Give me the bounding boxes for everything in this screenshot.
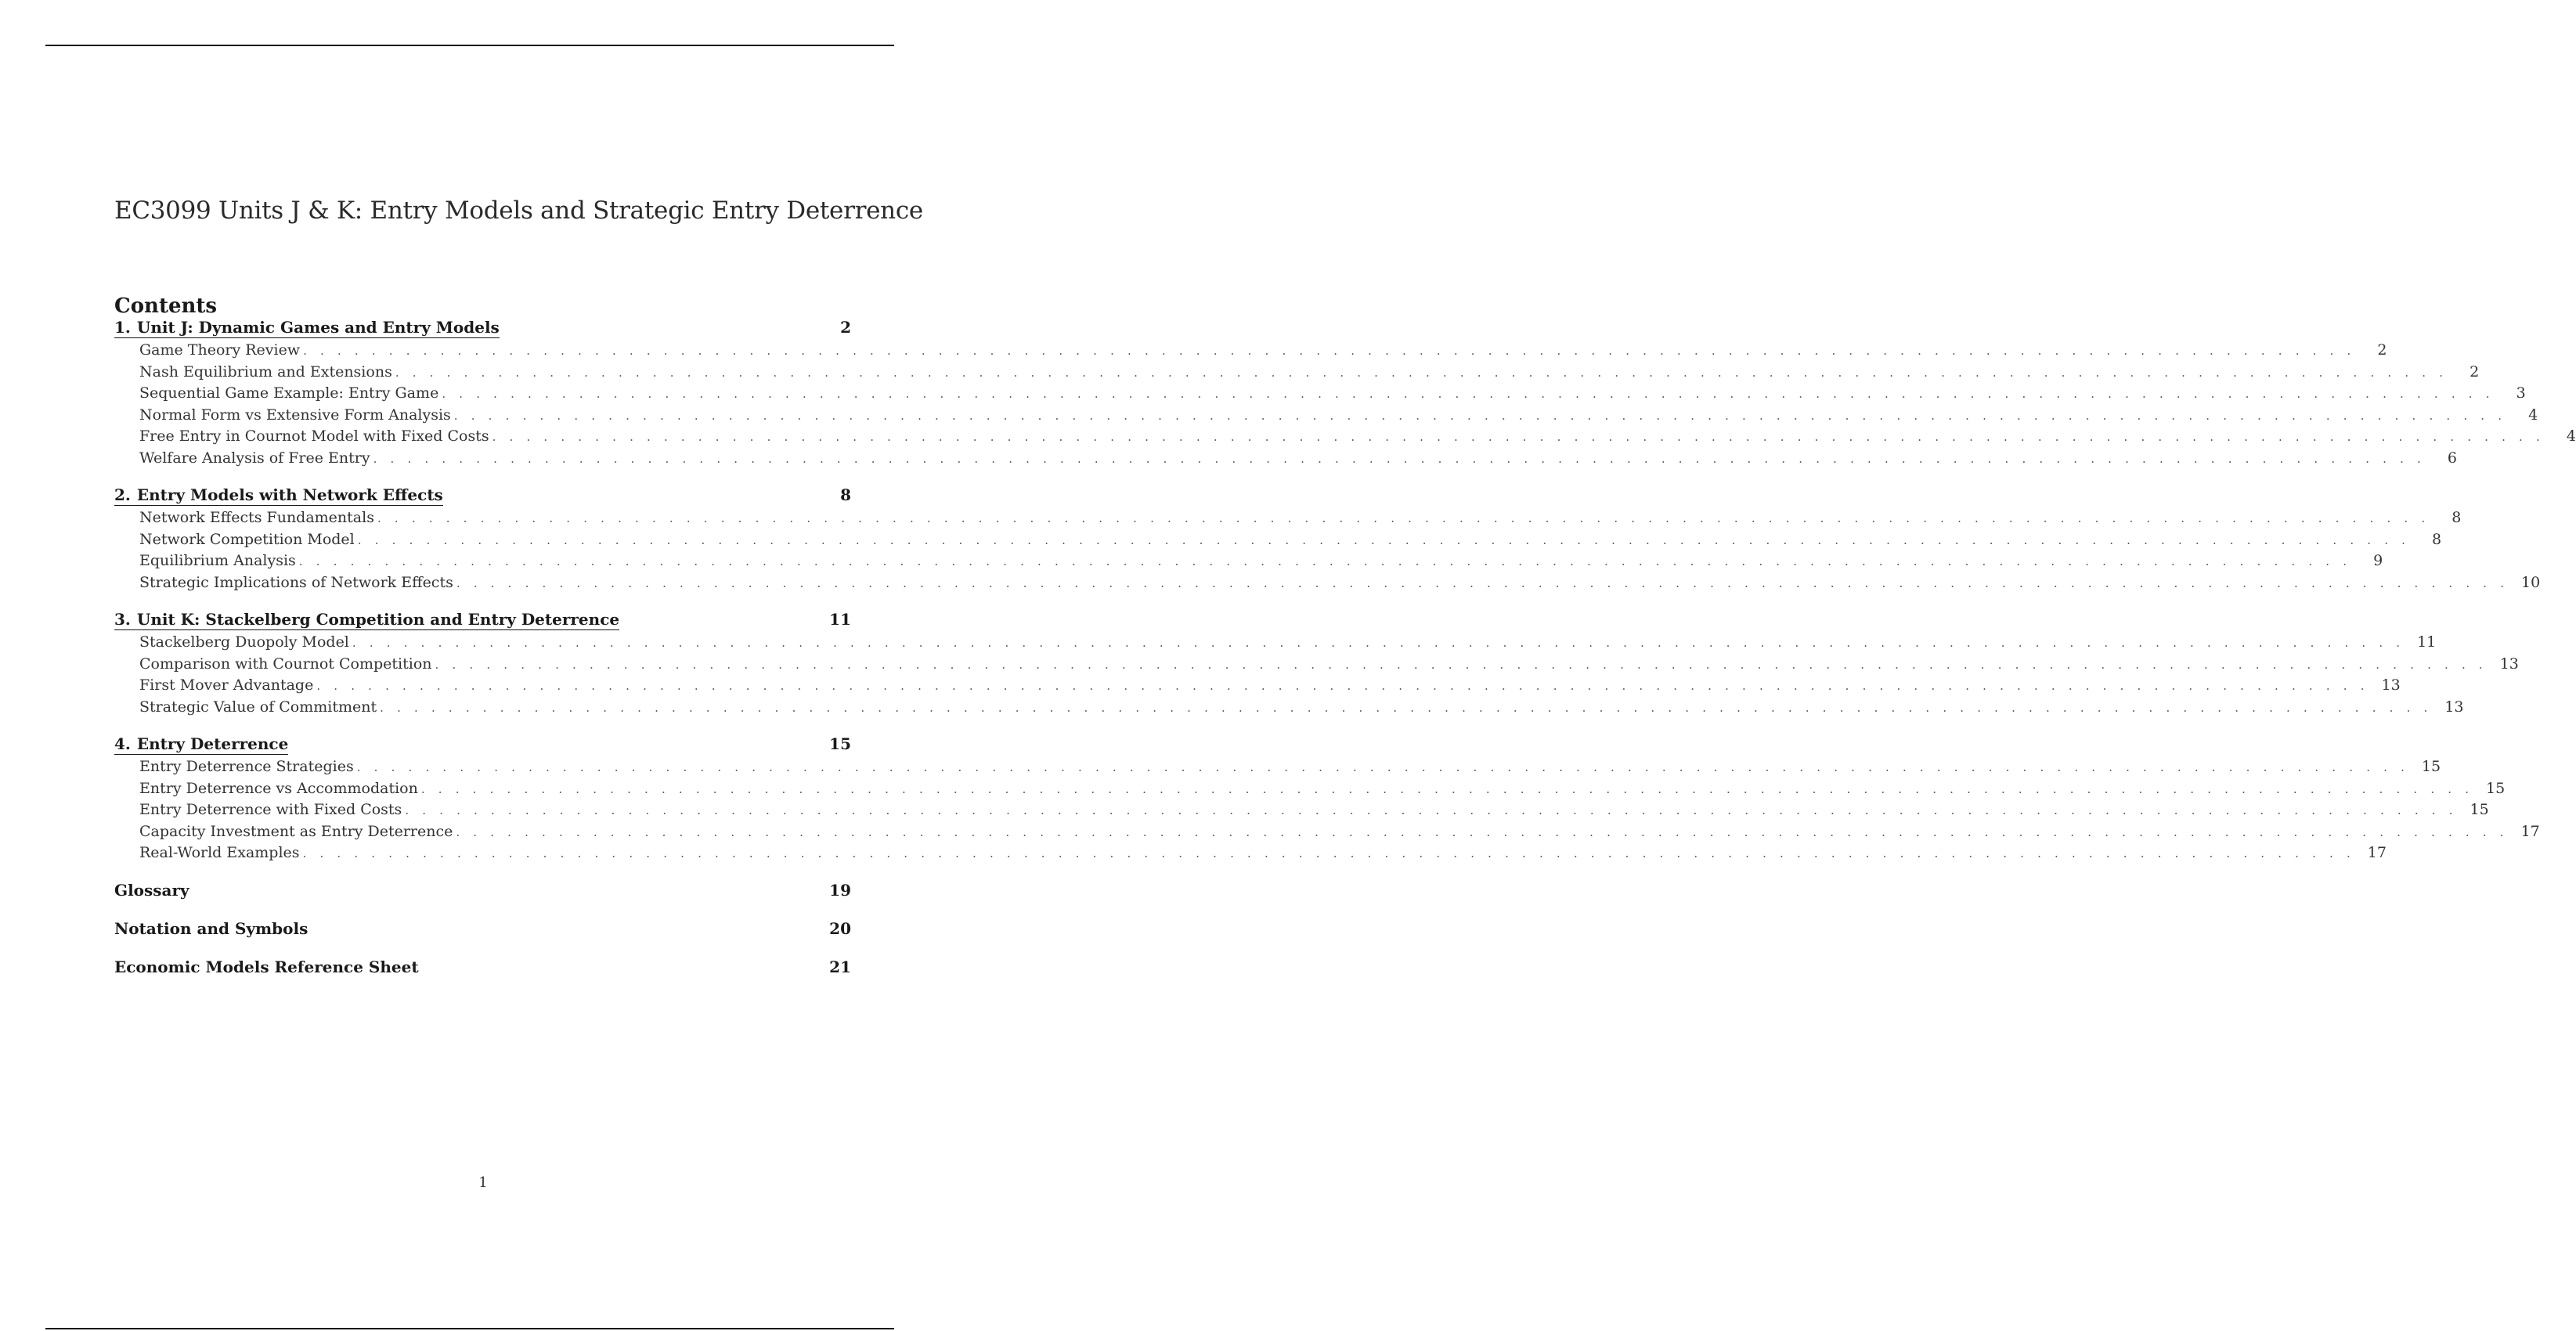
toc-entry[interactable] [114, 406, 2538, 428]
toc-entry-page: 3 [2516, 384, 2526, 402]
toc-entry-title: Normal Form vs Extensive Form Analysis [139, 406, 451, 424]
dot-leader: . . . . . . . . . . . . . . . . . . . . . . . . . . . . . . . . . . . . . . . . . . . . . . . . . . . . . . . . . . . . . . . . . . . . . . . . . . . . . . . . . . . . . . . . . . . . . . . . . . . . . . . . . . . . . . . . . . . . . . . . [380, 700, 2433, 715]
toc-entry[interactable] [114, 844, 2387, 866]
toc-entry-title: Game Theory Review [139, 341, 301, 359]
toc-section-title: Unit J: Dynamic Games and Entry Models [136, 318, 500, 337]
toc-section-title: Entry Deterrence [136, 734, 289, 753]
dot-leader: . . . . . . . . . . . . . . . . . . . . . . . . . . . . . . . . . . . . . . . . . . . . . . . . . . . . . . . . . . . . . . . . . . . . . . . . . . . . . . . . . . . . . . . . . . . . . . . . . . . . . . . . . . . . . . . . . . . . . . . . [405, 803, 2458, 817]
toc-entry-page: 9 [2373, 552, 2383, 569]
toc-appendix-page: 19 [829, 880, 851, 900]
dot-leader: . . . . . . . . . . . . . . . . . . . . . . . . . . . . . . . . . . . . . . . . . . . . . . . . . . . . . . . . . . . . . . . . . . . . . . . . . . . . . . . . . . . . . . . . . . . . . . . . . . . . . . . . . . . . . . . . . . . . . . . . [456, 824, 2509, 839]
toc-section-heading[interactable] [114, 318, 851, 341]
toc-entry-title: Strategic Value of Commitment [139, 698, 377, 716]
toc-entry-title: Welfare Analysis of Free Entry [139, 449, 370, 467]
bottom-rule [45, 1328, 894, 1329]
toc-appendix-title: Economic Models Reference Sheet [114, 957, 419, 976]
toc-notation[interactable] [114, 919, 851, 943]
toc-section-3 [114, 610, 2519, 720]
dot-leader: . . . . . . . . . . . . . . . . . . . . . . . . . . . . . . . . . . . . . . . . . . . . . . . . . . . . . . . . . . . . . . . . . . . . . . . . . . . . . . . . . . . . . . . . . . . . . . . . . . . . . . . . . . . . . . . . . . . . . . . . [377, 511, 2430, 525]
dot-leader: . . . . . . . . . . . . . . . . . . . . . . . . . . . . . . . . . . . . . . . . . . . . . . . . . . . . . . . . . . . . . . . . . . . . . . . . . . . . . . . . . . . . . . . . . . . . . . . . . . . . . . . . . . . . . . . . . . . . . . . . [453, 408, 2507, 423]
toc-entry-page: 2 [2377, 341, 2387, 359]
toc-section-page: 15 [829, 734, 851, 753]
toc-section-heading[interactable] [114, 485, 851, 509]
toc-entry-page: 15 [2470, 801, 2489, 818]
toc-section-4 [114, 734, 2540, 866]
toc-section-page: 8 [840, 485, 851, 504]
toc-section-2 [114, 485, 2541, 595]
toc-appendix-page: 21 [829, 957, 851, 976]
toc-entry[interactable] [114, 384, 2526, 406]
toc-entry[interactable] [114, 633, 2437, 655]
toc-entry-page: 13 [2499, 655, 2519, 673]
dot-leader: . . . . . . . . . . . . . . . . . . . . . . . . . . . . . . . . . . . . . . . . . . . . . . . . . . . . . . . . . . . . . . . . . . . . . . . . . . . . . . . . . . . . . . . . . . . . . . . . . . . . . . . . . . . . . . . . . . . . . . . . [298, 554, 2352, 568]
toc-section-title: Entry Models with Network Effects [136, 485, 443, 504]
toc-section-heading[interactable] [114, 610, 851, 633]
toc-entry-title: First Mover Advantage [139, 676, 314, 694]
toc-entry-title: Sequential Game Example: Entry Game [139, 384, 439, 402]
toc-entry[interactable] [114, 552, 2383, 574]
toc-entry[interactable] [114, 449, 2457, 471]
toc-entry-page: 15 [2421, 758, 2441, 775]
dot-leader: . . . . . . . . . . . . . . . . . . . . . . . . . . . . . . . . . . . . . . . . . . . . . . . . . . . . . . . . . . . . . . . . . . . . . . . . . . . . . . . . . . . . . . . . . . . . . . . . . . . . . . . . . . . . . . . . . . . . . . . . [456, 575, 2509, 590]
toc-entry[interactable] [114, 509, 2462, 531]
toc-section-page: 2 [840, 318, 851, 337]
toc-appendix-title: Notation and Symbols [114, 918, 308, 938]
toc-entry[interactable] [114, 530, 2442, 553]
toc-entry-title: Entry Deterrence Strategies [139, 758, 354, 775]
toc-section-page: 11 [829, 610, 851, 629]
toc-entry-page: 10 [2521, 573, 2541, 591]
toc-entry-title: Network Competition Model [139, 530, 355, 548]
toc-entry-page: 17 [2367, 844, 2387, 861]
toc-entry[interactable] [114, 427, 2576, 449]
toc-glossary[interactable] [114, 881, 851, 904]
toc-entry-title: Equilibrium Analysis [139, 552, 296, 569]
toc-entry-page: 13 [2444, 698, 2464, 716]
toc-section-heading[interactable] [114, 734, 851, 758]
dot-leader: . . . . . . . . . . . . . . . . . . . . . . . . . . . . . . . . . . . . . . . . . . . . . . . . . . . . . . . . . . . . . . . . . . . . . . . . . . . . . . . . . . . . . . . . . . . . . . . . . . . . . . . . . . . . . . . . . . . . . . . . [316, 679, 2369, 693]
toc-section-number: 4. [114, 734, 131, 753]
toc-section-number: 2. [114, 485, 131, 504]
toc-entry-page: 17 [2520, 822, 2540, 840]
page-title: EC3099 Units J & K: Entry Models and Strategic Entry Deterrence [114, 196, 923, 225]
toc-entry-page: 4 [2528, 406, 2538, 424]
toc-reference-sheet[interactable] [114, 958, 851, 981]
dot-leader: . . . . . . . . . . . . . . . . . . . . . . . . . . . . . . . . . . . . . . . . . . . . . . . . . . . . . . . . . . . . . . . . . . . . . . . . . . . . . . . . . . . . . . . . . . . . . . . . . . . . . . . . . . . . . . . . . . . . . . . . [356, 760, 2410, 774]
toc-entry[interactable] [114, 758, 2441, 780]
table-of-contents [114, 318, 2576, 996]
toc-entry-page: 6 [2447, 449, 2457, 467]
toc-entry-title: Entry Deterrence vs Accommodation [139, 779, 418, 797]
toc-section-title-link[interactable] [114, 485, 443, 506]
dot-leader: . . . . . . . . . . . . . . . . . . . . . . . . . . . . . . . . . . . . . . . . . . . . . . . . . . . . . . . . . . . . . . . . . . . . . . . . . . . . . . . . . . . . . . . . . . . . . . . . . . . . . . . . . . . . . . . . . . . . . . . . [442, 387, 2495, 401]
toc-entry-title: Nash Equilibrium and Extensions [139, 363, 392, 381]
toc-section-title: Unit K: Stackelberg Competition and Entry Deterrence [136, 610, 620, 629]
toc-entry-title: Real-World Examples [139, 844, 300, 861]
dot-leader: . . . . . . . . . . . . . . . . . . . . . . . . . . . . . . . . . . . . . . . . . . . . . . . . . . . . . . . . . . . . . . . . . . . . . . . . . . . . . . . . . . . . . . . . . . . . . . . . . . . . . . . . . . . . . . . . . . . . . . . . [435, 657, 2488, 672]
toc-section-title-link[interactable] [114, 734, 288, 755]
toc-entry-page: 4 [2566, 427, 2576, 445]
toc-entry-page: 8 [2452, 509, 2462, 526]
toc-entry-title: Entry Deterrence with Fixed Costs [139, 801, 402, 818]
dot-leader: . . . . . . . . . . . . . . . . . . . . . . . . . . . . . . . . . . . . . . . . . . . . . . . . . . . . . . . . . . . . . . . . . . . . . . . . . . . . . . . . . . . . . . . . . . . . . . . . . . . . . . . . . . . . . . . . . . . . . . . . [420, 781, 2474, 796]
toc-appendix-title: Glossary [114, 880, 189, 900]
top-rule [45, 45, 894, 46]
toc-entry-title: Network Effects Fundamentals [139, 509, 374, 526]
toc-entry[interactable] [114, 676, 2401, 698]
toc-entry[interactable] [114, 363, 2480, 385]
toc-entry-title: Comparison with Cournot Competition [139, 655, 432, 673]
dot-leader: . . . . . . . . . . . . . . . . . . . . . . . . . . . . . . . . . . . . . . . . . . . . . . . . . . . . . . . . . . . . . . . . . . . . . . . . . . . . . . . . . . . . . . . . . . . . . . . . . . . . . . . . . . . . . . . . . . . . . . . . [395, 365, 2448, 380]
toc-entry-title: Free Entry in Cournot Model with Fixed Costs [139, 427, 489, 445]
toc-entry[interactable] [114, 801, 2489, 823]
toc-section-title-link[interactable] [114, 610, 619, 630]
dot-leader: . . . . . . . . . . . . . . . . . . . . . . . . . . . . . . . . . . . . . . . . . . . . . . . . . . . . . . . . . . . . . . . . . . . . . . . . . . . . . . . . . . . . . . . . . . . . . . . . . . . . . . . . . . . . . . . . . . . . . . . . [352, 636, 2405, 650]
toc-section-1 [114, 318, 2576, 471]
toc-entry[interactable] [114, 655, 2519, 677]
dot-leader: . . . . . . . . . . . . . . . . . . . . . . . . . . . . . . . . . . . . . . . . . . . . . . . . . . . . . . . . . . . . . . . . . . . . . . . . . . . . . . . . . . . . . . . . . . . . . . . . . . . . . . . . . . . . . . . . . . . . . . . . [302, 846, 2355, 860]
toc-section-number: 1. [114, 318, 131, 337]
toc-entry-title: Strategic Implications of Network Effects [139, 573, 453, 591]
toc-entry-title: Stackelberg Duopoly Model [139, 633, 349, 651]
toc-entry[interactable] [114, 779, 2506, 802]
toc-entry-page: 11 [2417, 633, 2437, 651]
page-number: 1 [478, 1174, 488, 1191]
toc-entry-page: 13 [2381, 676, 2401, 694]
toc-entry-page: 15 [2486, 779, 2506, 797]
toc-entry[interactable] [114, 341, 2387, 363]
toc-appendix-page: 20 [829, 918, 851, 938]
toc-entry-page: 2 [2470, 363, 2480, 381]
toc-section-number: 3. [114, 610, 131, 629]
toc-entry[interactable] [114, 573, 2541, 596]
dot-leader: . . . . . . . . . . . . . . . . . . . . . . . . . . . . . . . . . . . . . . . . . . . . . . . . . . . . . . . . . . . . . . . . . . . . . . . . . . . . . . . . . . . . . . . . . . . . . . . . . . . . . . . . . . . . . . . . . . . . . . . . [303, 344, 2356, 358]
contents-heading: Contents [114, 294, 218, 318]
dot-leader: . . . . . . . . . . . . . . . . . . . . . . . . . . . . . . . . . . . . . . . . . . . . . . . . . . . . . . . . . . . . . . . . . . . . . . . . . . . . . . . . . . . . . . . . . . . . . . . . . . . . . . . . . . . . . . . . . . . . . . . . [357, 532, 2411, 547]
dot-leader: . . . . . . . . . . . . . . . . . . . . . . . . . . . . . . . . . . . . . . . . . . . . . . . . . . . . . . . . . . . . . . . . . . . . . . . . . . . . . . . . . . . . . . . . . . . . . . . . . . . . . . . . . . . . . . . . . . . . . . . . [492, 430, 2545, 444]
toc-entry-title: Capacity Investment as Entry Deterrence [139, 822, 453, 840]
toc-entry[interactable] [114, 822, 2540, 845]
toc-entry-page: 8 [2432, 530, 2442, 548]
toc-entry[interactable] [114, 698, 2464, 720]
toc-section-title-link[interactable] [114, 318, 500, 338]
dot-leader: . . . . . . . . . . . . . . . . . . . . . . . . . . . . . . . . . . . . . . . . . . . . . . . . . . . . . . . . . . . . . . . . . . . . . . . . . . . . . . . . . . . . . . . . . . . . . . . . . . . . . . . . . . . . . . . . . . . . . . . . [373, 451, 2426, 466]
